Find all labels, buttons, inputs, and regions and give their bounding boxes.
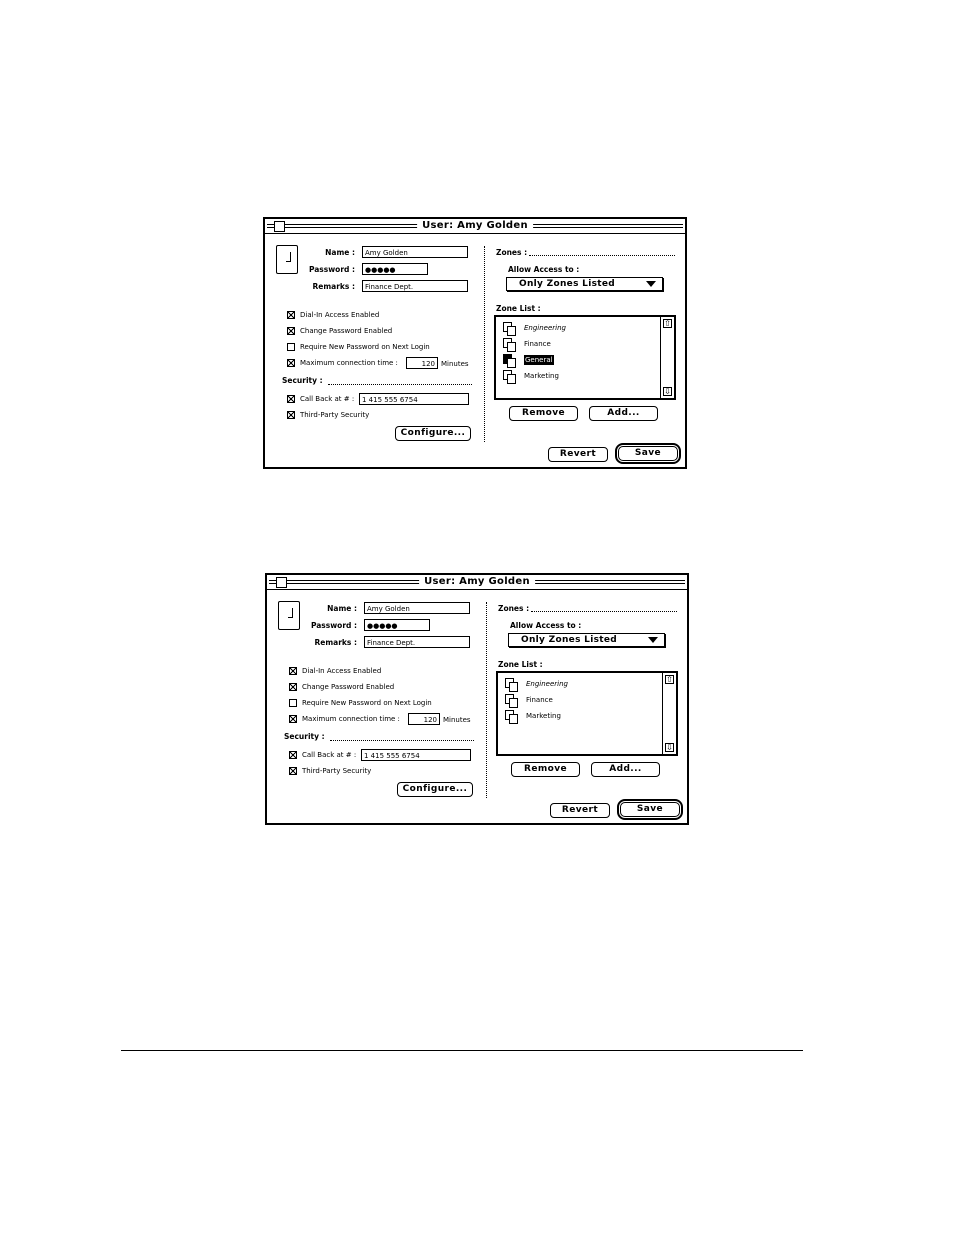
change-password-label: Change Password Enabled [300, 327, 393, 335]
password-label: Password : [310, 621, 357, 630]
allow-access-value: Only Zones Listed [521, 635, 617, 645]
zone-icon [503, 338, 516, 351]
window-title: User: Amy Golden [417, 220, 533, 232]
third-party-checkbox[interactable] [287, 411, 295, 419]
dial-in-label: Dial-In Access Enabled [302, 667, 382, 675]
page-footer-rule [121, 1050, 803, 1051]
zone-icon [503, 370, 516, 383]
minutes-label: Minutes [443, 716, 471, 724]
zone-name: Marketing [524, 372, 559, 380]
require-new-password-checkbox[interactable] [287, 343, 295, 351]
third-party-label: Third-Party Security [302, 767, 372, 775]
max-connection-label: Maximum connection time : [300, 359, 398, 367]
password-field[interactable]: ●●●●● [364, 619, 430, 631]
save-button[interactable]: Save [618, 446, 678, 461]
change-password-checkbox[interactable] [289, 683, 297, 691]
revert-button[interactable]: Revert [550, 803, 610, 818]
change-password-checkbox[interactable] [287, 327, 295, 335]
minutes-label: Minutes [441, 360, 469, 368]
panel-divider [484, 246, 485, 442]
require-new-password-label: Require New Password on Next Login [302, 699, 432, 707]
zone-icon [503, 322, 516, 335]
scroll-up-icon[interactable]: ⇧ [664, 319, 671, 328]
max-connection-field[interactable]: 120 [408, 713, 440, 725]
remarks-label: Remarks : [314, 638, 357, 647]
configure-button[interactable]: Configure... [395, 426, 471, 441]
close-box-icon[interactable] [276, 577, 287, 588]
zone-list[interactable] [494, 315, 676, 400]
zone-name-selected: General [525, 356, 553, 364]
zone-list[interactable] [496, 671, 678, 756]
zones-heading: Zones : [496, 248, 528, 257]
zone-icon [503, 354, 516, 367]
zone-name: Marketing [526, 712, 561, 720]
zone-name: Finance [526, 696, 553, 704]
dial-in-checkbox[interactable] [289, 667, 297, 675]
require-new-password-checkbox[interactable] [289, 699, 297, 707]
name-field[interactable]: Amy Golden [364, 602, 470, 614]
zone-list-scrollbar[interactable] [662, 673, 676, 754]
panel-divider [486, 602, 487, 798]
max-connection-checkbox[interactable] [287, 359, 295, 367]
allow-access-popup[interactable] [506, 277, 663, 291]
zone-name: Engineering [524, 324, 566, 332]
user-document-icon [278, 601, 300, 630]
close-box-icon[interactable] [274, 221, 285, 232]
max-connection-label: Maximum connection time : [302, 715, 400, 723]
max-connection-field[interactable]: 120 [406, 357, 438, 369]
revert-button[interactable]: Revert [548, 447, 608, 462]
callback-label: Call Back at # : [302, 751, 357, 759]
zones-divider [531, 611, 677, 612]
add-button[interactable]: Add... [589, 406, 658, 421]
zone-list-label: Zone List : [496, 304, 541, 313]
popup-arrow-icon [648, 637, 658, 643]
password-field[interactable]: ●●●●● [362, 263, 428, 275]
zones-heading: Zones : [498, 604, 530, 613]
security-divider [328, 384, 472, 385]
callback-checkbox[interactable] [289, 751, 297, 759]
max-connection-checkbox[interactable] [289, 715, 297, 723]
allow-access-label: Allow Access to : [508, 265, 580, 274]
security-heading: Security : [284, 732, 325, 741]
title-bar[interactable] [265, 219, 685, 234]
zones-divider [529, 255, 675, 256]
security-heading: Security : [282, 376, 323, 385]
allow-access-value: Only Zones Listed [519, 279, 615, 289]
user-window [265, 573, 689, 825]
remarks-field[interactable]: Finance Dept. [362, 280, 468, 292]
scroll-up-icon[interactable]: ⇧ [666, 675, 673, 684]
scroll-down-icon[interactable]: ⇩ [666, 743, 673, 752]
dial-in-checkbox[interactable] [287, 311, 295, 319]
configure-button[interactable]: Configure... [397, 782, 473, 797]
name-label: Name : [325, 248, 355, 257]
password-label: Password : [308, 265, 355, 274]
user-window [263, 217, 687, 469]
save-button[interactable]: Save [620, 802, 680, 817]
remove-button[interactable]: Remove [509, 406, 578, 421]
zone-name: Finance [524, 340, 551, 348]
third-party-label: Third-Party Security [300, 411, 370, 419]
require-new-password-label: Require New Password on Next Login [300, 343, 430, 351]
callback-checkbox[interactable] [287, 395, 295, 403]
security-divider [330, 740, 474, 741]
allow-access-label: Allow Access to : [510, 621, 582, 630]
zone-name: Engineering [526, 680, 568, 688]
callback-label: Call Back at # : [300, 395, 355, 403]
title-bar[interactable] [267, 575, 687, 590]
window-title: User: Amy Golden [419, 576, 535, 588]
zone-icon [505, 710, 518, 723]
zone-list-label: Zone List : [498, 660, 543, 669]
name-field[interactable]: Amy Golden [362, 246, 468, 258]
remarks-label: Remarks : [312, 282, 355, 291]
zone-list-scrollbar[interactable] [660, 317, 674, 398]
remarks-field[interactable]: Finance Dept. [364, 636, 470, 648]
zone-icon [505, 694, 518, 707]
user-document-icon [276, 245, 298, 274]
dial-in-label: Dial-In Access Enabled [300, 311, 380, 319]
allow-access-popup[interactable] [508, 633, 665, 647]
third-party-checkbox[interactable] [289, 767, 297, 775]
scroll-down-icon[interactable]: ⇩ [664, 387, 671, 396]
zone-icon [505, 678, 518, 691]
popup-arrow-icon [646, 281, 656, 287]
callback-field[interactable]: 1 415 555 6754 [359, 393, 469, 405]
add-button[interactable]: Add... [591, 762, 660, 777]
change-password-label: Change Password Enabled [302, 683, 395, 691]
callback-field[interactable]: 1 415 555 6754 [361, 749, 471, 761]
name-label: Name : [327, 604, 357, 613]
remove-button[interactable]: Remove [511, 762, 580, 777]
